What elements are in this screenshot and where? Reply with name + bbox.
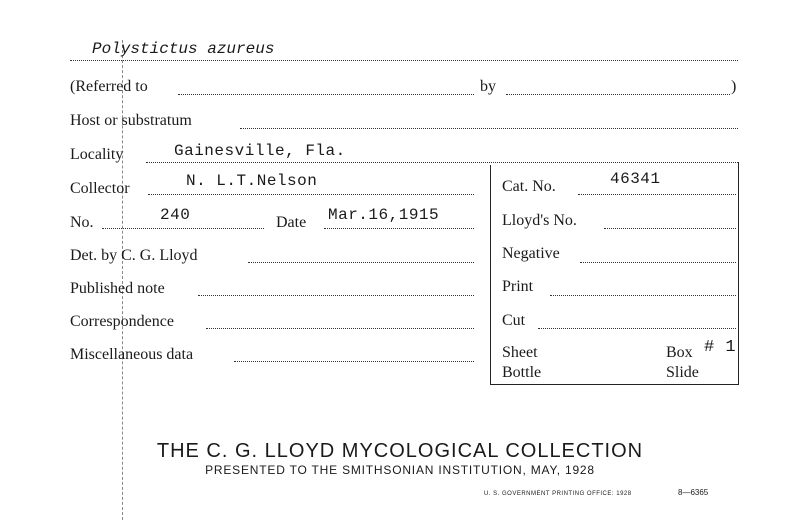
- collector-label: Collector: [70, 180, 130, 197]
- published-line: [198, 295, 474, 296]
- negative-line: [580, 262, 736, 263]
- species-line: [70, 60, 738, 61]
- referred-by-line: [506, 94, 730, 95]
- referred-close: ): [731, 78, 737, 95]
- date-label: Date: [276, 214, 307, 231]
- right-box-bottom-border: [490, 384, 739, 385]
- cut-line: [538, 328, 736, 329]
- slide-label: Slide: [666, 364, 699, 381]
- correspondence-line: [206, 328, 474, 329]
- print-label: Print: [502, 278, 534, 295]
- det-line: [248, 262, 474, 263]
- cat-label: Cat. No.: [502, 178, 556, 195]
- species-name: Polystictus azureus: [92, 40, 275, 58]
- no-label: No.: [70, 214, 94, 231]
- printer-note: U. S. GOVERNMENT PRINTING OFFICE: 1928: [484, 491, 632, 497]
- bottle-label: Bottle: [502, 364, 542, 381]
- misc-line: [234, 361, 474, 362]
- box-label: Box: [666, 344, 693, 361]
- referred-to-label: (Referred to: [70, 78, 148, 95]
- locality-line: [146, 162, 738, 163]
- lloyds-label: Lloyd's No.: [502, 212, 577, 229]
- correspondence-label: Correspondence: [70, 313, 174, 330]
- cut-label: Cut: [502, 312, 526, 329]
- det-label: Det. by C. G. Lloyd: [70, 247, 198, 264]
- misc-label: Miscellaneous data: [70, 346, 194, 363]
- print-line: [550, 295, 736, 296]
- collector-line: [148, 194, 474, 195]
- cat-line: [578, 194, 736, 195]
- date-line: [324, 228, 474, 229]
- negative-label: Negative: [502, 245, 560, 262]
- right-box-left-border: [490, 165, 491, 385]
- form-number: 8—6365: [678, 488, 709, 497]
- published-label: Published note: [70, 280, 165, 297]
- host-label: Host or substratum: [70, 112, 192, 129]
- sheet-label: Sheet: [502, 344, 538, 361]
- cat-value: 46341: [610, 170, 661, 188]
- referred-by-label: by: [480, 78, 496, 95]
- locality-label: Locality: [70, 146, 124, 163]
- referred-to-line: [178, 94, 474, 95]
- host-line: [240, 128, 738, 129]
- collector-value: N. L.T.Nelson: [186, 172, 318, 190]
- date-value: Mar.16,1915: [328, 206, 440, 224]
- no-value: 240: [160, 206, 191, 224]
- collection-subtitle: PRESENTED TO THE SMITHSONIAN INSTITUTION, MAY, 1928: [205, 463, 595, 477]
- collection-title: THE C. G. LLOYD MYCOLOGICAL COLLECTION: [156, 440, 644, 462]
- box-value: # 1: [704, 338, 737, 357]
- right-box-right-border: [738, 162, 739, 384]
- lloyds-line: [604, 228, 736, 229]
- no-line: [102, 228, 264, 229]
- locality-value: Gainesville, Fla.: [174, 142, 346, 160]
